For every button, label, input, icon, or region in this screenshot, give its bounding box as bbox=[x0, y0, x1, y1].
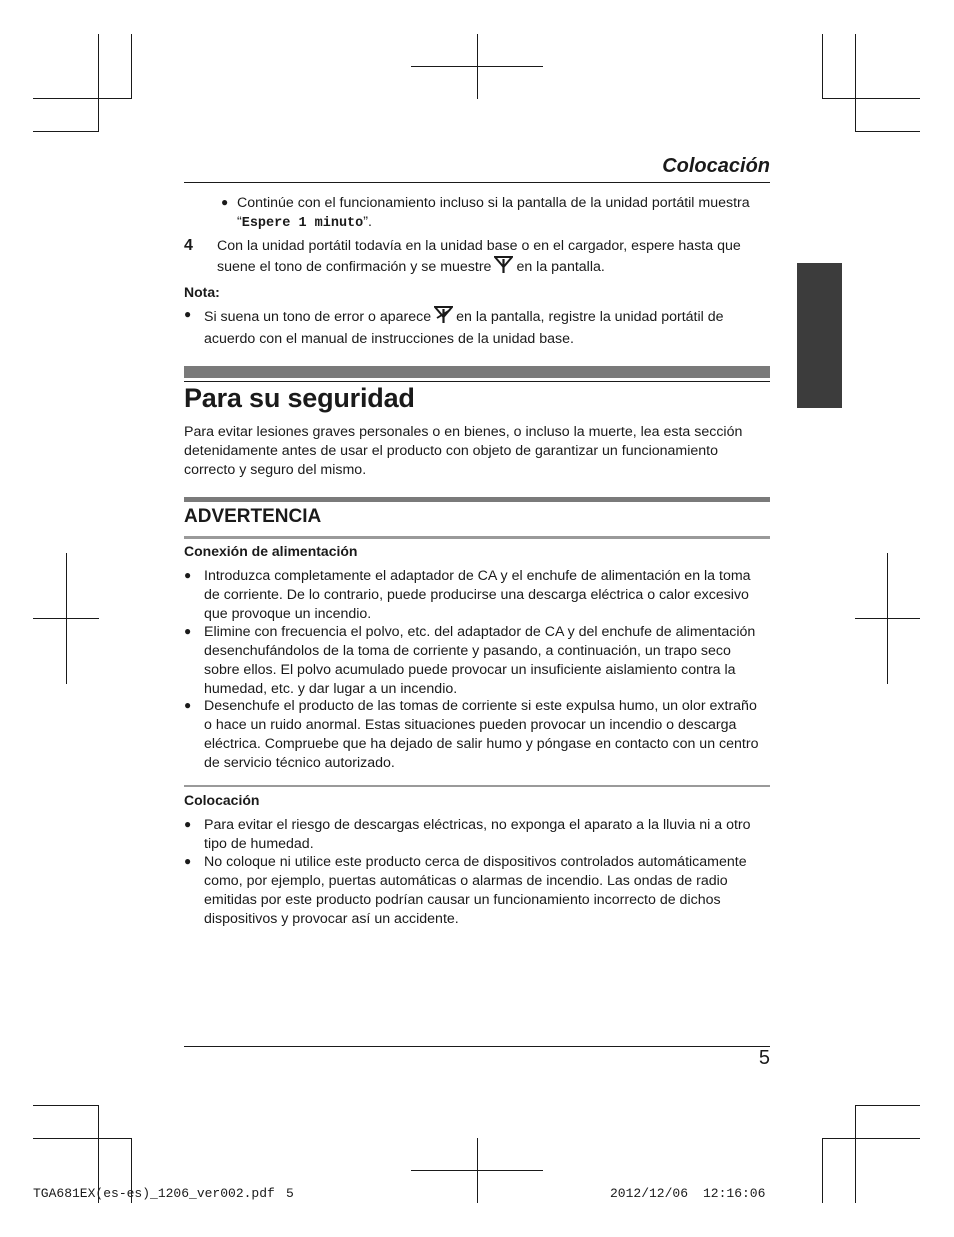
crop-mark bbox=[822, 1138, 920, 1139]
crop-mark bbox=[855, 1105, 856, 1203]
section-bar-underline bbox=[184, 381, 770, 382]
bullet: ● bbox=[184, 624, 192, 638]
warning-top-bar bbox=[184, 497, 770, 502]
crop-mark bbox=[33, 131, 99, 132]
chapter-tab bbox=[797, 263, 842, 408]
bullet: ● bbox=[184, 698, 192, 712]
print-filename: TGA681EX(es-es)_1206_ver002.pdf bbox=[33, 1186, 275, 1201]
antenna-no-signal-icon bbox=[434, 306, 453, 330]
warning-heading: ADVERTENCIA bbox=[184, 506, 322, 527]
crop-mark bbox=[855, 34, 856, 132]
crop-mark bbox=[822, 1138, 823, 1203]
crop-mark bbox=[411, 66, 543, 67]
crop-mark bbox=[33, 1105, 99, 1106]
power-heading: Conexión de alimentación bbox=[184, 543, 358, 559]
crop-mark bbox=[855, 1105, 920, 1106]
bullet: ● bbox=[184, 854, 192, 868]
crop-mark bbox=[33, 618, 99, 619]
display-message: Espere 1 minuto bbox=[241, 216, 364, 231]
bullet: ● bbox=[184, 307, 192, 321]
bullet: ● bbox=[184, 817, 192, 831]
list-item: Desenchufe el producto de las tomas de corriente si este expulsa humo, un olor extraño o hace un ruido anormal. Estas situaciones pueden provocar un incendio o descarga eléctrica. Compruebe que ha dejado de salir humo y póngase en contacto con un centro de servicio técnico autorizado. bbox=[204, 698, 759, 771]
footer-rule bbox=[184, 1046, 770, 1047]
bullet: ● bbox=[184, 568, 192, 582]
placement-heading: Colocación bbox=[184, 792, 260, 808]
bullet: ● bbox=[221, 195, 229, 209]
section-title: Colocación bbox=[662, 155, 770, 177]
subsection-rule bbox=[184, 785, 770, 787]
note-label: Nota: bbox=[184, 284, 220, 300]
page-title: Para su seguridad bbox=[184, 383, 415, 413]
crop-mark bbox=[98, 34, 99, 132]
crop-mark bbox=[822, 34, 823, 99]
step-text: Con la unidad portátil todavía en la unidad base o en el cargador, espere hasta que suene el tono de confirmación y se muestre en la pantalla. bbox=[217, 237, 741, 280]
continue-bullet-text: Continúe con el funcionamiento incluso si la pantalla de la unidad portátil muestra “Espere 1 minuto”. bbox=[237, 195, 750, 231]
note-text: Si suena un tono de error o aparece en la pantalla, registre la unidad portátil de acuerdo con el manual de instrucciones de la unidad base. bbox=[204, 306, 724, 349]
list-item: Elimine con frecuencia el polvo, etc. del adaptador de CA y del enchufe de alimentación desenchufándolos de la toma de corriente y pasando, a continuación, un trapo seco sobre ellos. El polvo acumulado puede provocar un insuficiente aislamiento contra la humedad, etc. y dar lugar a un incendio. bbox=[204, 624, 756, 697]
warning-bottom-rule bbox=[184, 536, 770, 539]
list-item: Para evitar el riesgo de descargas eléctricas, no exponga el aparato a la lluvia ni a otro tipo de humedad. bbox=[204, 817, 751, 852]
print-time: 12:16:06 bbox=[703, 1186, 766, 1201]
page-number: 5 bbox=[758, 1047, 770, 1069]
crop-mark bbox=[411, 1170, 543, 1171]
crop-mark bbox=[131, 34, 132, 99]
list-item: Introduzca completamente el adaptador de CA y el enchufe de alimentación en la toma de corriente. De lo contrario, puede producirse una descarga eléctrica o calor excesivo que provoque un incendio. bbox=[204, 568, 751, 622]
section-bar bbox=[184, 366, 770, 378]
print-page: 5 bbox=[286, 1186, 294, 1201]
crop-mark bbox=[822, 98, 920, 99]
crop-mark bbox=[855, 131, 920, 132]
header-rule bbox=[184, 182, 770, 183]
crop-mark bbox=[855, 618, 920, 619]
crop-mark bbox=[33, 1138, 131, 1139]
print-date: 2012/12/06 bbox=[610, 1186, 689, 1201]
list-item: No coloque ni utilice este producto cerca de dispositivos controlados automáticamente como, por ejemplo, puertas automáticas o alarmas de incendio. Las ondas de radio emitidas por este producto podrían causar un funcionamiento incorrecto de dichos dispositivos y provocar así un accidente. bbox=[204, 854, 747, 927]
antenna-signal-icon bbox=[494, 256, 513, 280]
crop-mark bbox=[33, 98, 131, 99]
step-number: 4 bbox=[184, 237, 193, 254]
safety-intro: Para evitar lesiones graves personales o en bienes, o incluso la muerte, lea esta sección detenidamente antes de usar el producto con objeto de garantizar un funcionamiento correcto y seguro del mismo. bbox=[184, 424, 743, 478]
